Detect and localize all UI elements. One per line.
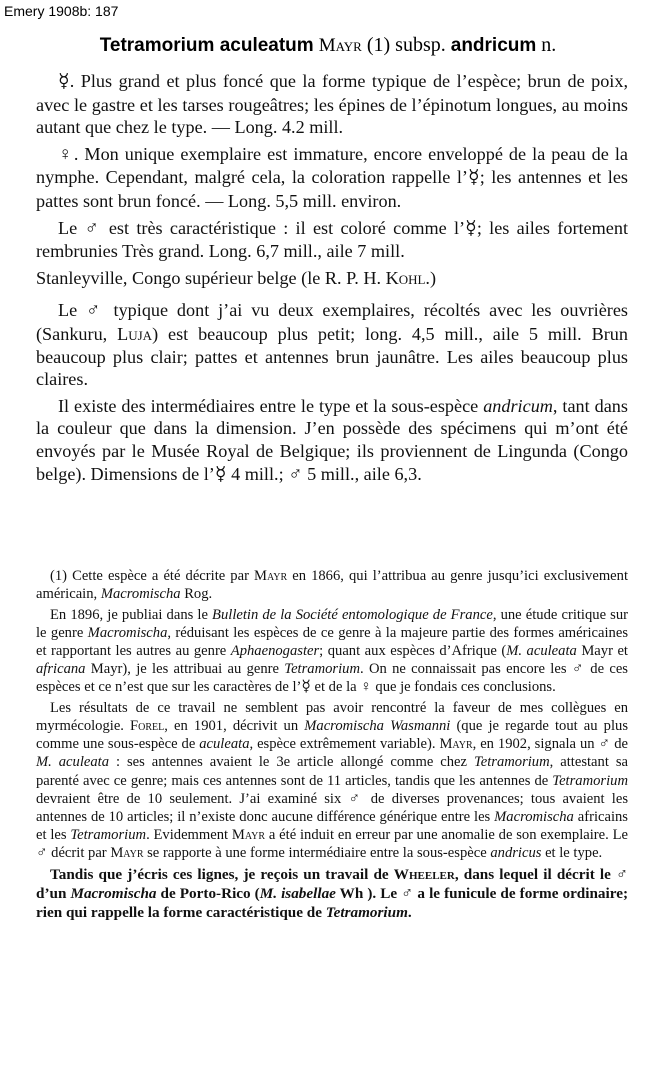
male-symbol: ♂ <box>84 217 102 239</box>
male-symbol: ♂ <box>36 843 48 861</box>
taxon-title <box>0 34 656 57</box>
worker-description: ☿. Plus grand et plus foncé que la forme typique de l’espèce; brun de poix, avec le gastre et les tarses rougeâtres; les épines de l’épinotum longues, au moins autant que chez le type. — Long. 4.2 mill. <box>36 71 628 138</box>
worker-symbol: ☿ <box>301 678 311 696</box>
male-symbol: ♂ <box>288 463 303 485</box>
subsp-word: subsp. <box>395 34 446 56</box>
male-symbol: ♂ <box>616 865 629 883</box>
footnote-ref: (1) <box>366 34 391 56</box>
footnote-1: (1) Cette espèce a été décrite par Mayr en 1866, qui l’attribua au genre jusqu’ici exclusivement américain, Macromischa Rog. <box>36 568 629 603</box>
worker-symbol: ☿ <box>465 217 477 239</box>
main-text <box>36 70 628 490</box>
footnote-paragraph-3: Les résultats de ce travail ne semblent pas avoir rencontré la faveur de mes collègues en myrmécologie. Forel, en 1901, décrivit un Macromischa Wasmanni (que je regarde tout au plus comme une sous-espèce de aculeata, espèce extrêmement variable). Mayr, en 1902, signala un ♂ de M. aculeata : ses antennes avaient le 3e article allongé comme chez Tetramorium, attestant sa parenté avec ce genre; mais ces antennes sont de 11 articles, tandis que les antennes de Tetramorium devraient être de 10 seulement. J’ai examiné six ♂ de diverses provenances; tous avaient les antennes de 10 articles; il n’existe donc aucune différence générique entre les Macromischa africains et les Tetramorium. Evidemment Mayr a été induit en erreur par une anomalie de son exemplaire. Le ♂ décrit par Mayr se rapporte à une forme intermédiaire entre la sous-espèce andricus et le type. <box>36 700 629 861</box>
worker-symbol: ☿ <box>58 71 70 92</box>
footnotes <box>36 567 628 925</box>
typical-male-description: Le ♂ typique dont j’ai vu deux exemplaires, récoltés avec les ouvrières (Sankuru, Luja) est beaucoup plus petit; long. 4,5 mill., aile 5 mill. Brun beaucoup plus clair; pattes et antennes brun jaunâtre. Les ailes beaucoup plus claires. <box>36 300 628 390</box>
locality: Stanleyville, Congo supérieur belge (le R. P. H. Kohl.) <box>36 267 437 288</box>
female-description: ♀. Mon unique exemplaire est immature, encore enveloppé de la peau de la nymphe. Cependant, malgré cela, la coloration rappelle l’☿; les antennes et les pattes sont brun foncé. — Long. 5,5 mill. environ. <box>36 143 628 211</box>
male-symbol: ♂ <box>348 789 364 807</box>
worker-symbol: ☿ <box>467 167 480 189</box>
male-symbol: ♂ <box>598 735 611 753</box>
author-name: Mayr <box>318 35 362 56</box>
species-name: Tetramorium aculeatum <box>99 35 314 56</box>
male-symbol: ♂ <box>571 660 585 678</box>
male-description: Le ♂ est très caractéristique : il est coloré comme l’☿; les ailes fortement rembrunies Très grand. Long. 6,7 mill., aile 7 mill. <box>36 217 628 262</box>
female-symbol: ♀ <box>360 678 372 696</box>
footnote-paragraph-2: En 1896, je publiai dans le Bulletin de la Société entomologique de France, une étude critique sur le genre Macromischa, réduisant les espèces de ce genre à la majeure partie des formes américaines et rapportant les autres au genre Aphaenogaster; quant aux espèces d’Afrique (M. aculeata Mayr et africana Mayr), je les attribuai au genre Tetramorium. On ne connaissait pas encore les ♂ de ces espèces et ce n’est que sur les caractères de l’☿ et de la ♀ que je fondais ces conclusions. <box>36 607 628 696</box>
intermediates-paragraph: Il existe des intermédiaires entre le type et la sous-espèce andricum, tant dans la couleur que dans la dimension. J’en possède des spécimens qui m’ont été envoyés par le Musée Royal de Belgique; ils proviennent de Lingunda (Congo belge). Dimensions de l’☿ 4 mill.; ♂ 5 mill., aile 6,3. <box>36 395 628 485</box>
worker-symbol: ☿ <box>214 463 227 485</box>
page-reference: Emery 1908b: 187 <box>4 3 119 19</box>
footnote-paragraph-4: Tandis que j’écris ces lignes, je reçois un travail de Wheeler, dans lequel il décrit le ♂ d’un Macromischa de Porto-Rico (M. isabellae Wh ). Le ♂ a le funicule de forme ordinaire; rien qui rappelle la forme caractéristique de Tetramorium. <box>36 865 629 921</box>
female-symbol: ♀ <box>58 143 74 165</box>
male-symbol: ♂ <box>401 884 414 902</box>
status-abbrev: n. <box>541 34 557 56</box>
male-symbol: ♂ <box>86 300 105 322</box>
subspecies-name: andricum <box>450 35 537 56</box>
